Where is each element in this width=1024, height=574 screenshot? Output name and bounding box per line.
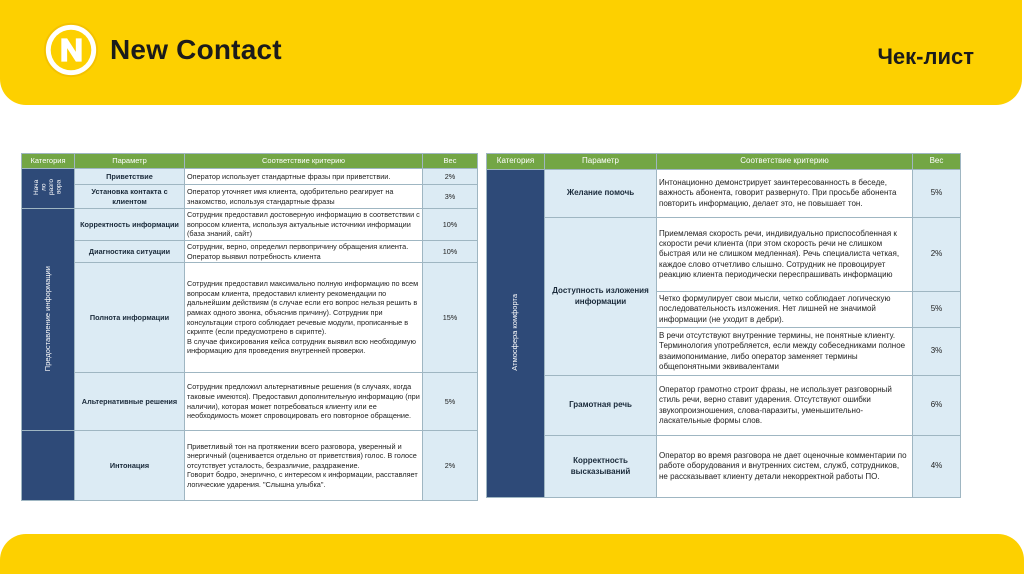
- column-header-weight: Вес: [423, 154, 478, 169]
- weight-cell: 3%: [423, 185, 478, 209]
- table-row: [487, 170, 961, 218]
- criterion-cell: Сотрудник, верно, определил первопричину обращения клиента. Оператор выявил потребность клиента: [185, 241, 423, 263]
- table-row: [22, 185, 478, 209]
- weight-cell: 4%: [913, 436, 961, 498]
- criterion-cell: Оператор грамотно строит фразы, не использует разговорный стиль речи, верно ставит ударения. Отсутствуют ошибки звукопроизношения, слова-паразиты, уменьшительно-ласкательные формы слов.: [657, 376, 913, 436]
- parameter-cell: Желание помочь: [545, 170, 657, 218]
- table-row: [22, 169, 478, 185]
- weight-cell: 5%: [913, 292, 961, 328]
- criterion-cell: Сотрудник предоставил достоверную информацию в соответствии с вопросом клиента, используя актуальные источники информации (база знаний, сайт): [185, 209, 423, 241]
- category-cell-information: [22, 209, 75, 431]
- weight-cell: 6%: [913, 376, 961, 436]
- weight-cell: 2%: [913, 218, 961, 292]
- footer-bar: [0, 534, 1024, 574]
- category-cell-empty: [22, 431, 75, 501]
- column-header-parameter: Параметр: [545, 154, 657, 170]
- new-contact-logo-icon: [42, 21, 100, 79]
- criterion-cell: Интонационно демонстрирует заинтересованность в беседе, важность абонента, говорит развернуто. При просьбе абонента повторить информацию, делает это, не повышает тон.: [657, 170, 913, 218]
- parameter-cell: Полнота информации: [75, 263, 185, 373]
- weight-cell: 10%: [423, 241, 478, 263]
- parameter-cell: Доступность изложения информации: [545, 218, 657, 376]
- table-row: [22, 209, 478, 241]
- parameter-cell: Альтернативные решения: [75, 373, 185, 431]
- table-header-row: [22, 154, 478, 169]
- parameter-cell: Грамотная речь: [545, 376, 657, 436]
- column-header-criterion: Соответствие критерию: [657, 154, 913, 170]
- weight-cell: 15%: [423, 263, 478, 373]
- parameter-cell: Корректность информации: [75, 209, 185, 241]
- checklist-table-right: [486, 153, 961, 498]
- weight-cell: 5%: [913, 170, 961, 218]
- brand-name: New Contact: [110, 34, 282, 65]
- weight-cell: 5%: [423, 373, 478, 431]
- criterion-cell: Оператор использует стандартные фразы при приветствии.: [185, 169, 423, 185]
- criterion-cell: Сотрудник предоставил максимально полную информацию по всем вопросам клиента, предоставил клиенту рекомендации по дальнейшим действиям (в случае если его вопрос нельзя решить в рамках одного звонка, объяснив причину). Сотрудник при консультации строго соблюдает речевые модули, прописанные в скрипте (если предусмотрено в скрипте). В случае фиксирования кейса сотрудник выявил всю необходимую информацию для проведения внутренней проверки.: [185, 263, 423, 373]
- table-header-row: [487, 154, 961, 170]
- column-header-criterion: Соответствие критерию: [185, 154, 423, 169]
- table-row: [22, 431, 478, 501]
- brand-logo[interactable]: [42, 20, 282, 80]
- column-header-category: Категория: [487, 154, 545, 170]
- criterion-cell: Оператор уточняет имя клиента, одобрительно реагирует на знакомство, используя стандартные фразы: [185, 185, 423, 209]
- parameter-cell: Диагностика ситуации: [75, 241, 185, 263]
- column-header-weight: Вес: [913, 154, 961, 170]
- parameter-cell: Корректность высказываний: [545, 436, 657, 498]
- category-label: Предоставление информации: [42, 265, 52, 371]
- table-row: [487, 218, 961, 292]
- table-row: [22, 263, 478, 373]
- weight-cell: 3%: [913, 328, 961, 376]
- weight-cell: 2%: [423, 169, 478, 185]
- criterion-cell: Приветливый тон на протяжении всего разговора, уверенный и энергичный (оценивается отдельно от приветствия) голос. В голосе отсутствует усталость, безразличие, раздражение. Говорит бодро, энергично, с интересом к информации, расставляет логические ударения. "Слышна улыбка".: [185, 431, 423, 501]
- table-row: [487, 436, 961, 498]
- parameter-cell: Приветствие: [75, 169, 185, 185]
- criterion-cell: Четко формулирует свои мысли, четко соблюдает логическую последовательность изложения. Нет лишней не значимой информации (не уходит в дебри).: [657, 292, 913, 328]
- category-label: Атмосфера комфорта: [510, 293, 520, 371]
- criterion-cell: В речи отсутствуют внутренние термины, не понятные клиенту. Терминология употребляется, если между собеседниками полное взаимопонимание, либо оператор заменяет термины общепонятными эквивалентами: [657, 328, 913, 376]
- weight-cell: 10%: [423, 209, 478, 241]
- category-cell-comfort: [487, 170, 545, 498]
- weight-cell: 2%: [423, 431, 478, 501]
- table-row: [22, 373, 478, 431]
- checklist-table-left: [21, 153, 478, 501]
- table-row: [487, 376, 961, 436]
- column-header-parameter: Параметр: [75, 154, 185, 169]
- column-header-category: Категория: [22, 154, 75, 169]
- page-title: Чек-лист: [877, 44, 974, 69]
- category-label: Нача ло разго вора: [33, 179, 63, 196]
- criterion-cell: Приемлемая скорость речи, индивидуально приспособленная к скорости речи клиента (при этом скорость речи не слишком быстрая или не слишком медленная). Речь специалиста четкая, каждое слово отчетливо слышно. Сотрудник не провоцирует реакцию клиента периодически переспрашивать информацию: [657, 218, 913, 292]
- table-row: [22, 241, 478, 263]
- criterion-cell: Оператор во время разговора не дает оценочные комментарии по работе оборудования и внутренних систем, служб, сотрудников, не рассказывает клиенту детали некорректной работы ПО.: [657, 436, 913, 498]
- category-cell-greeting: [22, 169, 75, 209]
- parameter-cell: Установка контакта с клиентом: [75, 185, 185, 209]
- criterion-cell: Сотрудник предложил альтернативные решения (в случаях, когда таковые имеются). Предоставил дополнительную информацию (при наличии), которая может потребоваться клиенту или ее необходимость может спровоцировать его повторное обращение.: [185, 373, 423, 431]
- parameter-cell: Интонация: [75, 431, 185, 501]
